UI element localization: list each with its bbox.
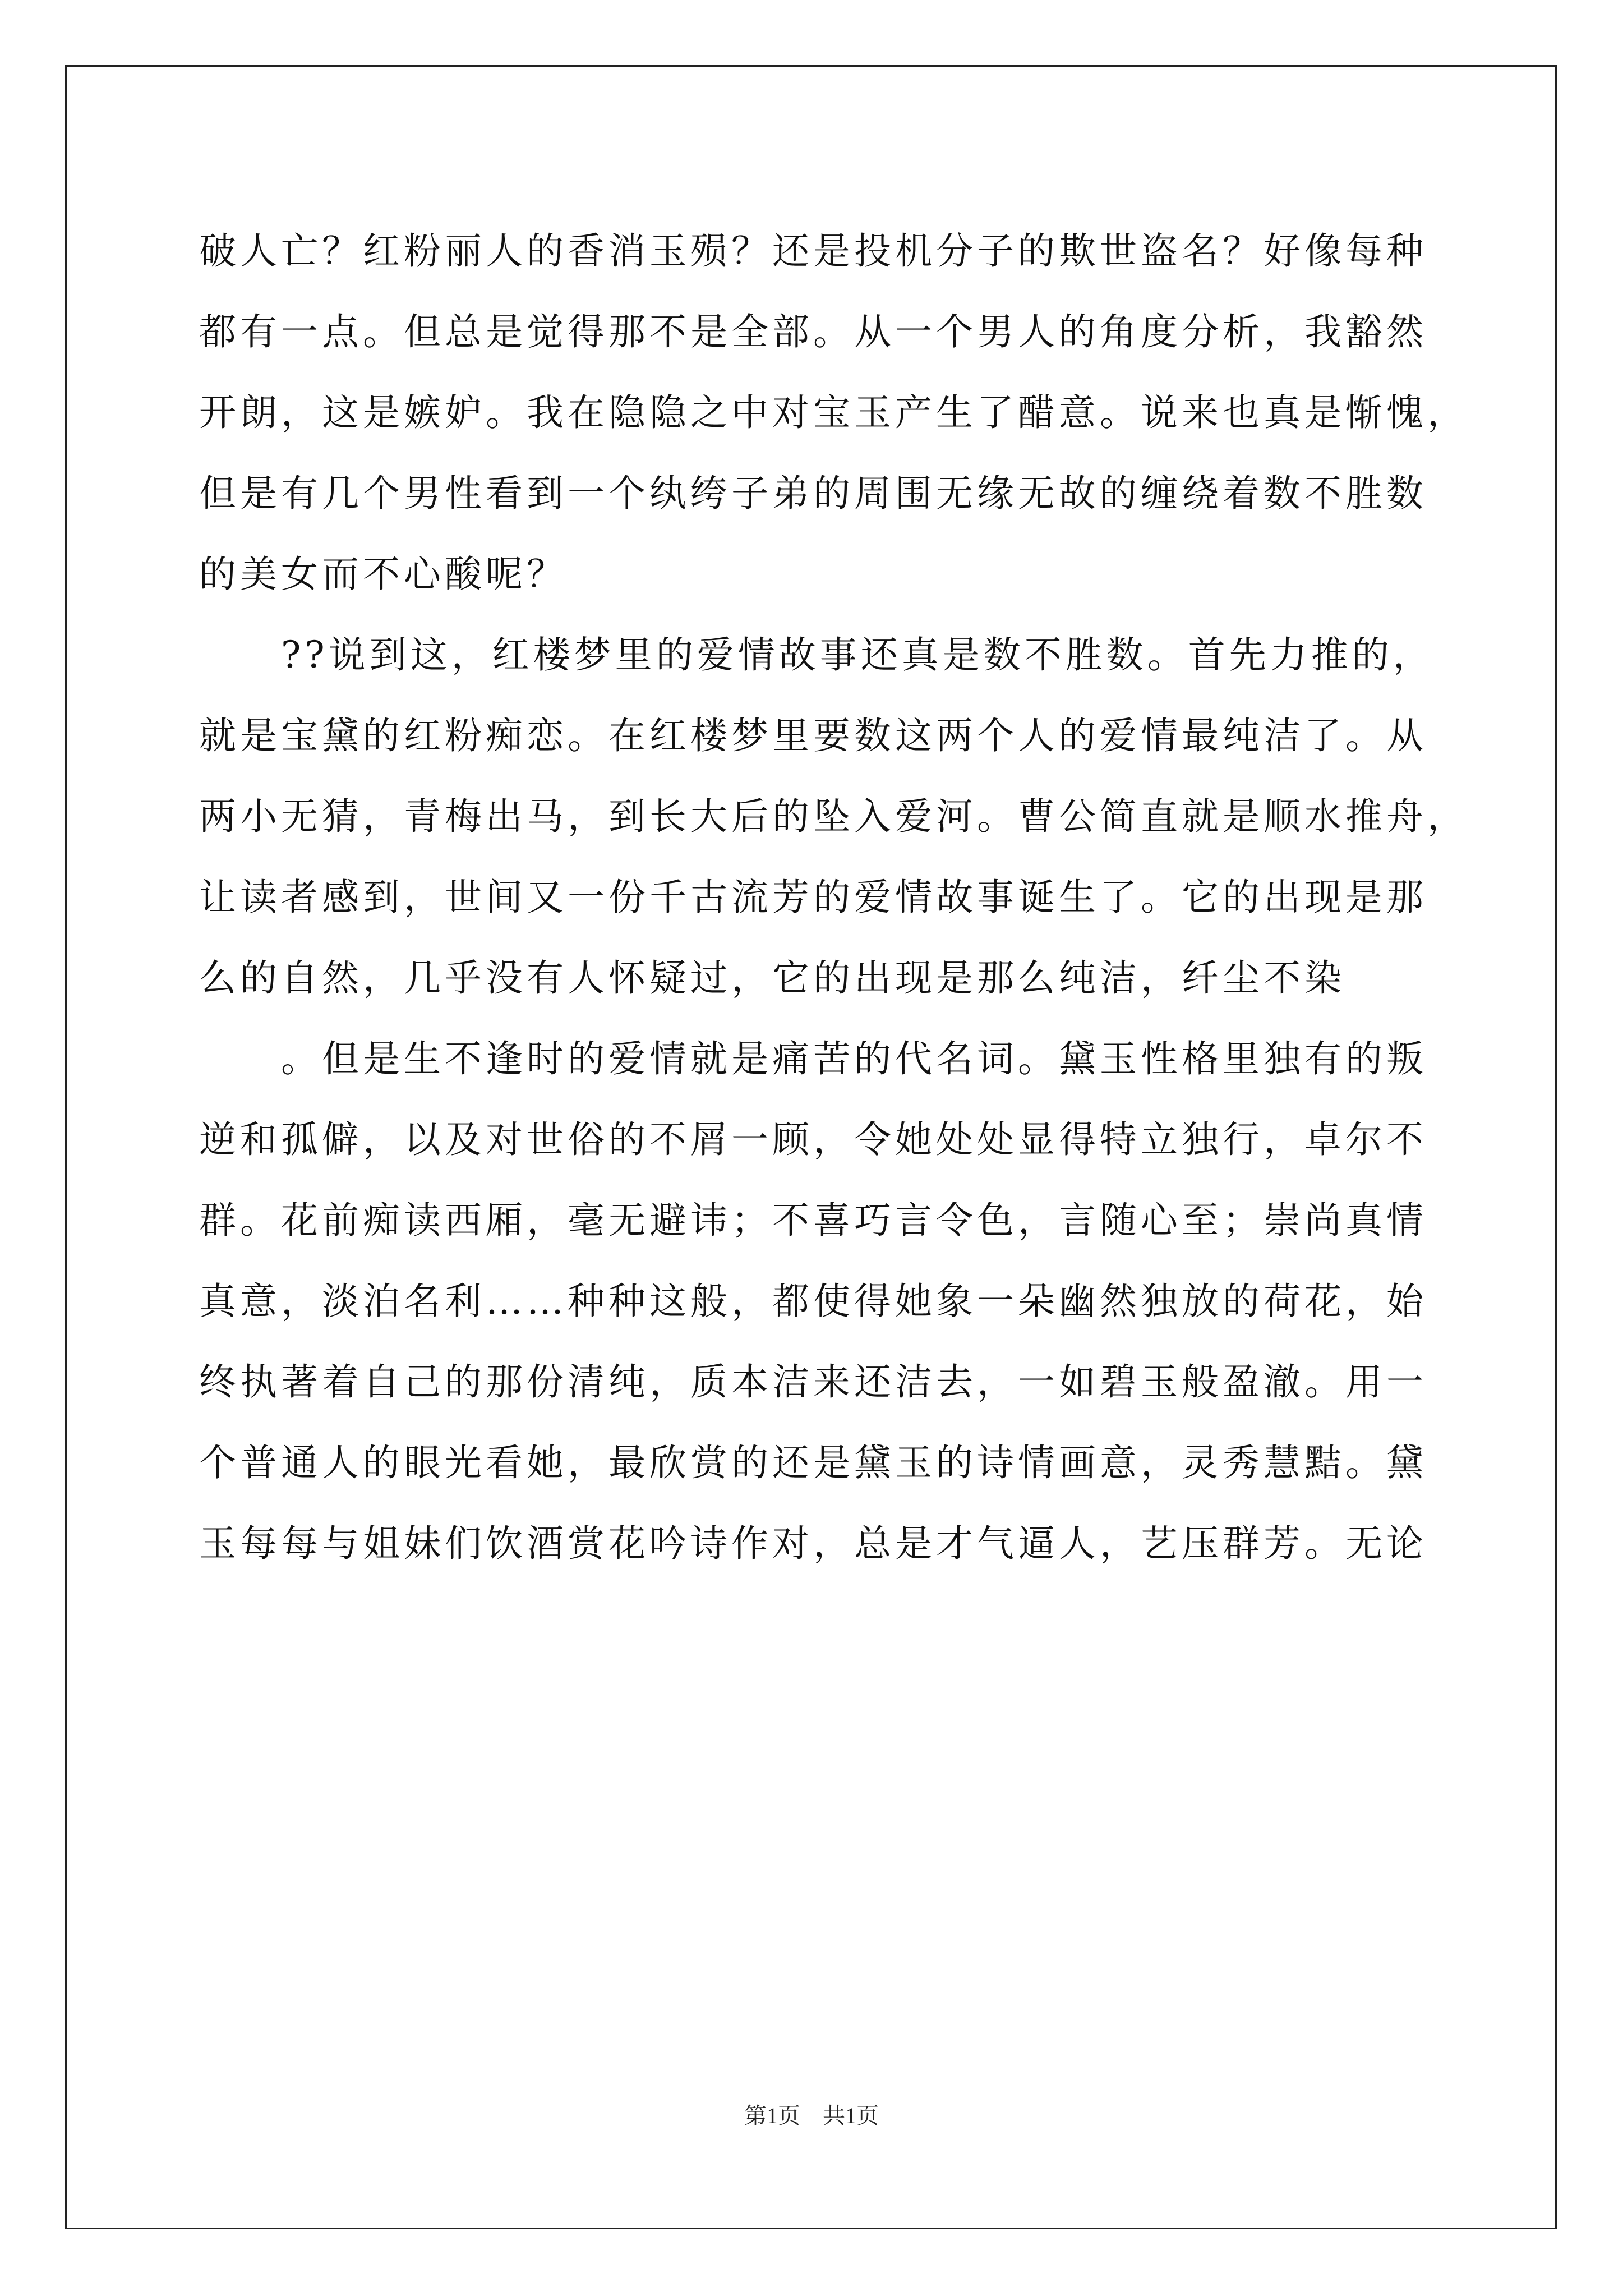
text-line: 但是有几个男性看到一个纨绔子弟的周围无缘无故的缠绕着数不胜数: [199, 472, 1427, 515]
text-line: 开朗，这是嫉妒。我在隐隐之中对宝玉产生了醋意。说来也真是惭愧，: [199, 391, 1468, 434]
text-line: 终执著着自己的那份清纯，质本洁来还洁去，一如碧玉般盈澈。用一: [199, 1360, 1427, 1404]
text-line: 真意，淡泊名利……种种这般，都使得她象一朵幽然独放的荷花，始: [199, 1280, 1427, 1323]
page-footer: 第1页 共1页: [744, 2103, 879, 2128]
document-body: [199, 211, 1468, 1584]
text-line: 让读者感到，世间又一份千古流芳的爱情故事诞生了。它的出现是那: [199, 876, 1427, 919]
text-line: 的美女而不心酸呢？: [199, 553, 568, 596]
text-line: 破人亡？红粉丽人的香消玉殒？还是投机分子的欺世盗名？好像每种: [199, 229, 1427, 273]
text-line: 。但是生不逢时的爱情就是痛苦的代名词。黛玉性格里独有的叛: [199, 1037, 1427, 1080]
text-line: 个普通人的眼光看她，最欣赏的还是黛玉的诗情画意，灵秀慧黠。黛: [199, 1441, 1427, 1484]
text-line: 都有一点。但总是觉得那不是全部。从一个男人的角度分析，我豁然: [199, 310, 1427, 353]
text-line: 么的自然，几乎没有人怀疑过，它的出现是那么纯洁，纤尘不染: [199, 956, 1345, 1000]
text-line: 玉每每与姐妹们饮酒赏花吟诗作对，总是才气逼人，艺压群芳。无论: [199, 1522, 1427, 1565]
text-line: ??说到这，红楼梦里的爱情故事还真是数不胜数。首先力推的，: [199, 633, 1434, 677]
text-line: 两小无猜，青梅出马，到长大后的坠入爱河。曹公简直就是顺水推舟，: [199, 795, 1468, 838]
text-line: 逆和孤僻，以及对世俗的不屑一顾，令她处处显得特立独行，卓尔不: [199, 1118, 1427, 1161]
text-line: 群。花前痴读西厢，毫无避讳；不喜巧言令色，言随心至；崇尚真情: [199, 1199, 1427, 1242]
text-line: 就是宝黛的红粉痴恋。在红楼梦里要数这两个人的爱情最纯洁了。从: [199, 714, 1427, 757]
